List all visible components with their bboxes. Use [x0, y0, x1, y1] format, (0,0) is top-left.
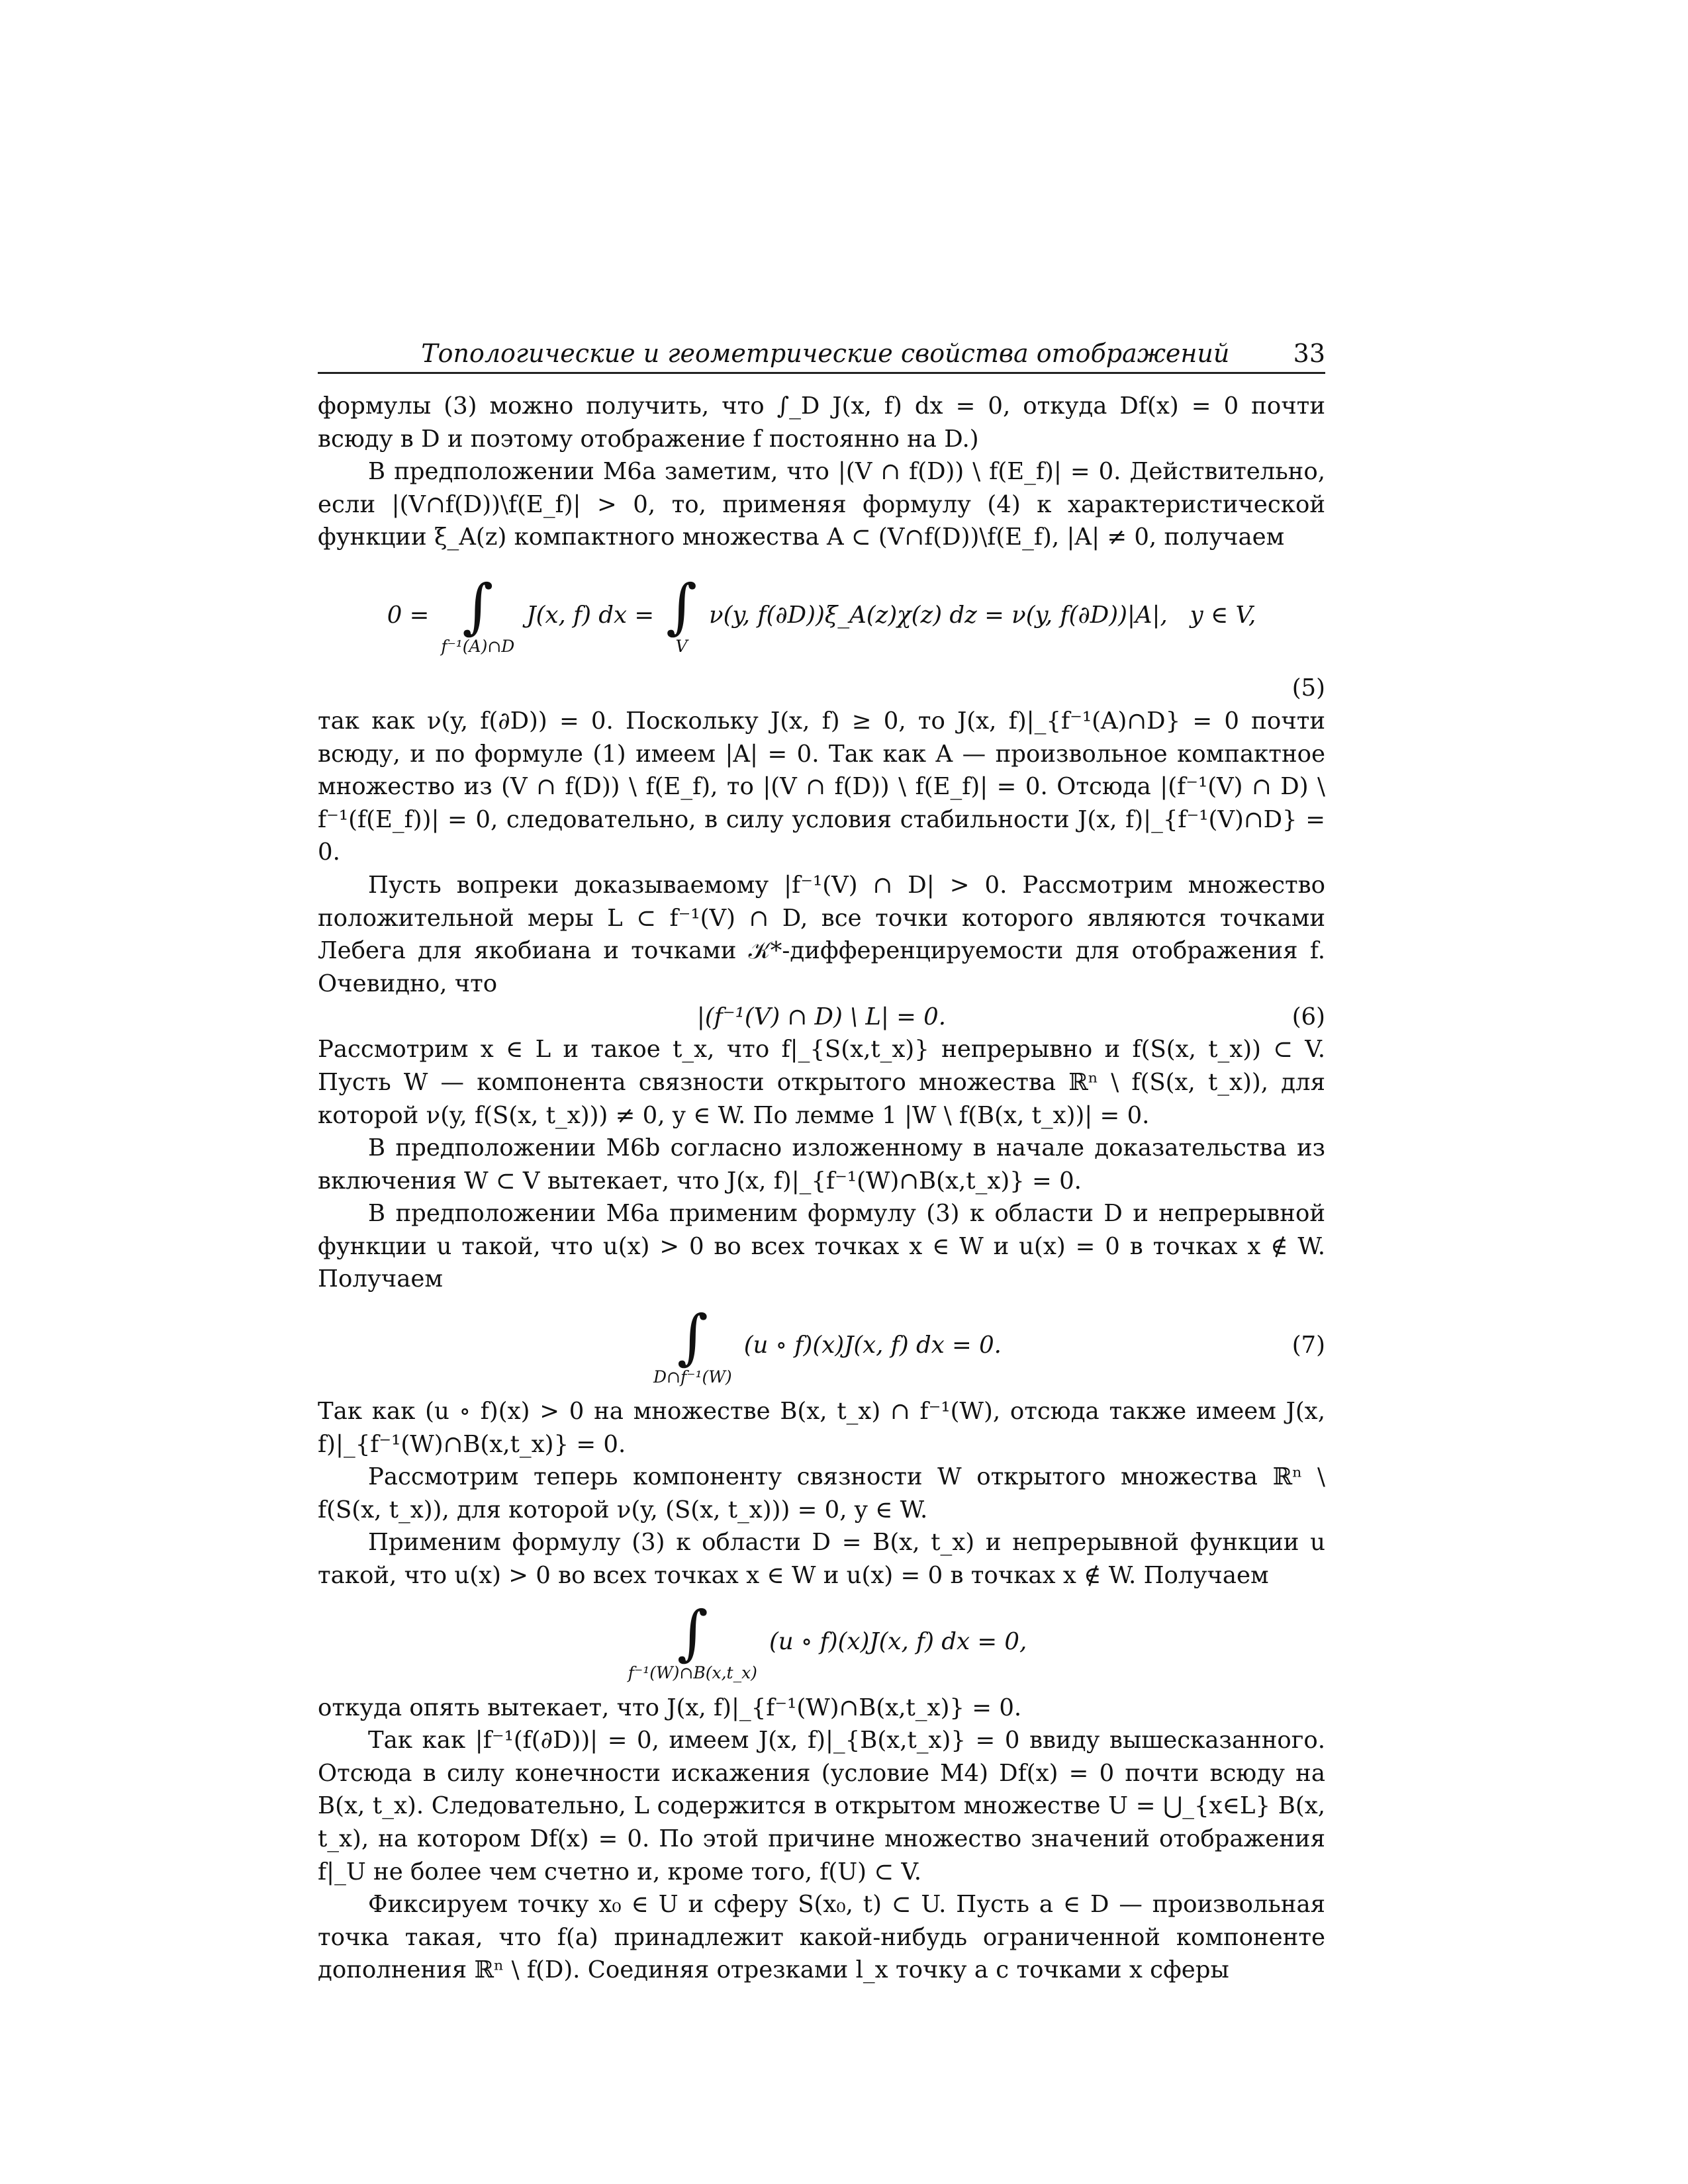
paragraph-6: В предположении M6b согласно изложенному в начале доказательства из включения W ⊂ V вытекает, что J(x, f)|_{f⁻¹(W)∩B(x,t_x)} = 0.: [318, 1134, 1325, 1195]
paragraph-8: Так как (u ∘ f)(x) > 0 на множестве B(x, t_x) ∩ f⁻¹(W), отсюда также имеем J(x, f)|_{f⁻¹(W)∩B(x,t_x)} = 0.: [318, 1398, 1325, 1458]
equation-7-number: (7): [1291, 1332, 1325, 1359]
eq6-text: |(f⁻¹(V) ∩ D) \ L| = 0.: [696, 1003, 947, 1030]
integral-symbol: ∫ V: [666, 572, 697, 657]
eq5-mid: J(x, f) dx =: [526, 602, 655, 629]
eq5-int1-sub: f⁻¹(A)∩D: [441, 637, 515, 657]
equation-5: [318, 559, 1325, 672]
paragraph-13: Фиксируем точку x₀ ∈ U и сферу S(x₀, t) ⊂ U. Пусть a ∈ D — произвольная точка такая, что f(a) принадлежит какой-нибудь ограниченной компоненте дополнения ℝⁿ \ f(D). Соединяя отрезками l_x точку a с точками x сферы: [318, 1891, 1325, 1984]
eq5-lhs: 0 =: [387, 602, 430, 629]
equation-6-number: (6): [1291, 1003, 1325, 1030]
equation-8: [318, 1592, 1325, 1692]
integral-symbol: ∫ D∩f⁻¹(W): [653, 1302, 732, 1387]
integral-symbol: ∫ f⁻¹(W)∩B(x,t_x): [628, 1598, 757, 1683]
equation-7: [318, 1296, 1325, 1395]
paragraph-4: Пусть вопреки доказываемому |f⁻¹(V) ∩ D| > 0. Рассмотрим множество положительной меры L ⊂ f⁻¹(V) ∩ D, все точки которого являются точками Лебега для якобиана и точками 𝒦*-дифференцируемости для отображения f. Очевидно, что: [318, 871, 1325, 997]
paragraph-5: Рассмотрим x ∈ L и такое t_x, что f|_{S(x,t_x)} непрерывно и f(S(x, t_x)) ⊂ V. Пусть W — компонента связности открытого множества ℝⁿ \ f(S(x, t_x)), для которой ν(y, f(S(x, t_x))) ≠ 0, y ∈ W. По лемме 1 |W \ f(B(x, t_x))| = 0.: [318, 1036, 1325, 1129]
paragraph-2: В предположении M6a заметим, что |(V ∩ f(D)) \ f(E_f)| = 0. Действительно, если |(V∩f(D))\f(E_f)| > 0, то, применяя формулу (4) к характеристической функции ξ_A(z) компактного множества A ⊂ (V∩f(D))\f(E_f), |A| ≠ 0, получаем: [318, 458, 1325, 551]
paragraph-3: так как ν(y, f(∂D)) = 0. Поскольку J(x, f) ≥ 0, то J(x, f)|_{f⁻¹(A)∩D} = 0 почти всюду, и по формуле (1) имеем |A| = 0. Так как A — произвольное компактное множество из (V ∩ f(D)) \ f(E_f), то |(V ∩ f(D)) \ f(E_f)| = 0. Отсюда |(f⁻¹(V) ∩ D) \ f⁻¹(f(E_f))| = 0, следовательно, в силу условия стабильности J(x, f)|_{f⁻¹(V)∩D} = 0.: [318, 707, 1325, 866]
eq7-text: (u ∘ f)(x)J(x, f) dx = 0.: [743, 1332, 1002, 1359]
paragraph-7: В предположении M6a применим формулу (3) к области D и непрерывной функции u такой, что u(x) > 0 во всех точках x ∈ W и u(x) = 0 в точках x ∉ W. Получаем: [318, 1200, 1325, 1293]
eq5-rhs: ν(y, f(∂D))ξ_A(z)χ(z) dz = ν(y, f(∂D))|A|, y ∈ V,: [708, 602, 1256, 629]
equation-5-number: (5): [1291, 674, 1325, 702]
text-body: [318, 390, 1325, 1987]
eq8-int-sub: f⁻¹(W)∩B(x,t_x): [628, 1663, 757, 1683]
running-header: [318, 330, 1325, 374]
paper-page: [318, 330, 1325, 1987]
equation-6: [318, 1000, 1325, 1033]
page-number: 33: [1293, 339, 1325, 368]
paragraph-1: формулы (3) можно получить, что ∫_D J(x, f) dx = 0, откуда Df(x) = 0 почти всюду в D и поэтому отображение f постоянно на D.): [318, 392, 1325, 453]
running-title: Топологические и геометрические свойства отображений: [421, 339, 1230, 368]
eq7-int-sub: D∩f⁻¹(W): [653, 1367, 732, 1387]
eq8-text: (u ∘ f)(x)J(x, f) dx = 0,: [769, 1627, 1027, 1655]
paragraph-11: откуда опять вытекает, что J(x, f)|_{f⁻¹(W)∩B(x,t_x)} = 0.: [318, 1694, 1022, 1721]
integral-symbol: ∫ f⁻¹(A)∩D: [441, 572, 515, 657]
paragraph-10: Применим формулу (3) к области D = B(x, t_x) и непрерывной функции u такой, что u(x) > 0 во всех точках x ∈ W и u(x) = 0 в точках x ∉ W. Получаем: [318, 1529, 1325, 1590]
eq5-int2-sub: V: [675, 637, 688, 657]
paragraph-12: Так как |f⁻¹(f(∂D))| = 0, имеем J(x, f)|_{B(x,t_x)} = 0 ввиду вышесказанного. Отсюда в силу конечности искажения (условие M4) Df(x) = 0 почти всюду на B(x, t_x). Следовательно, L содержится в открытом множестве U = ⋃_{x∈L} B(x, t_x), на котором Df(x) = 0. По этой причине множество значений отображения f|_U не более чем счетно и, кроме того, f(U) ⊂ V.: [318, 1727, 1325, 1886]
paragraph-9: Рассмотрим теперь компоненту связности W открытого множества ℝⁿ \ f(S(x, t_x)), для которой ν(y, (S(x, t_x))) = 0, y ∈ W.: [318, 1463, 1325, 1524]
